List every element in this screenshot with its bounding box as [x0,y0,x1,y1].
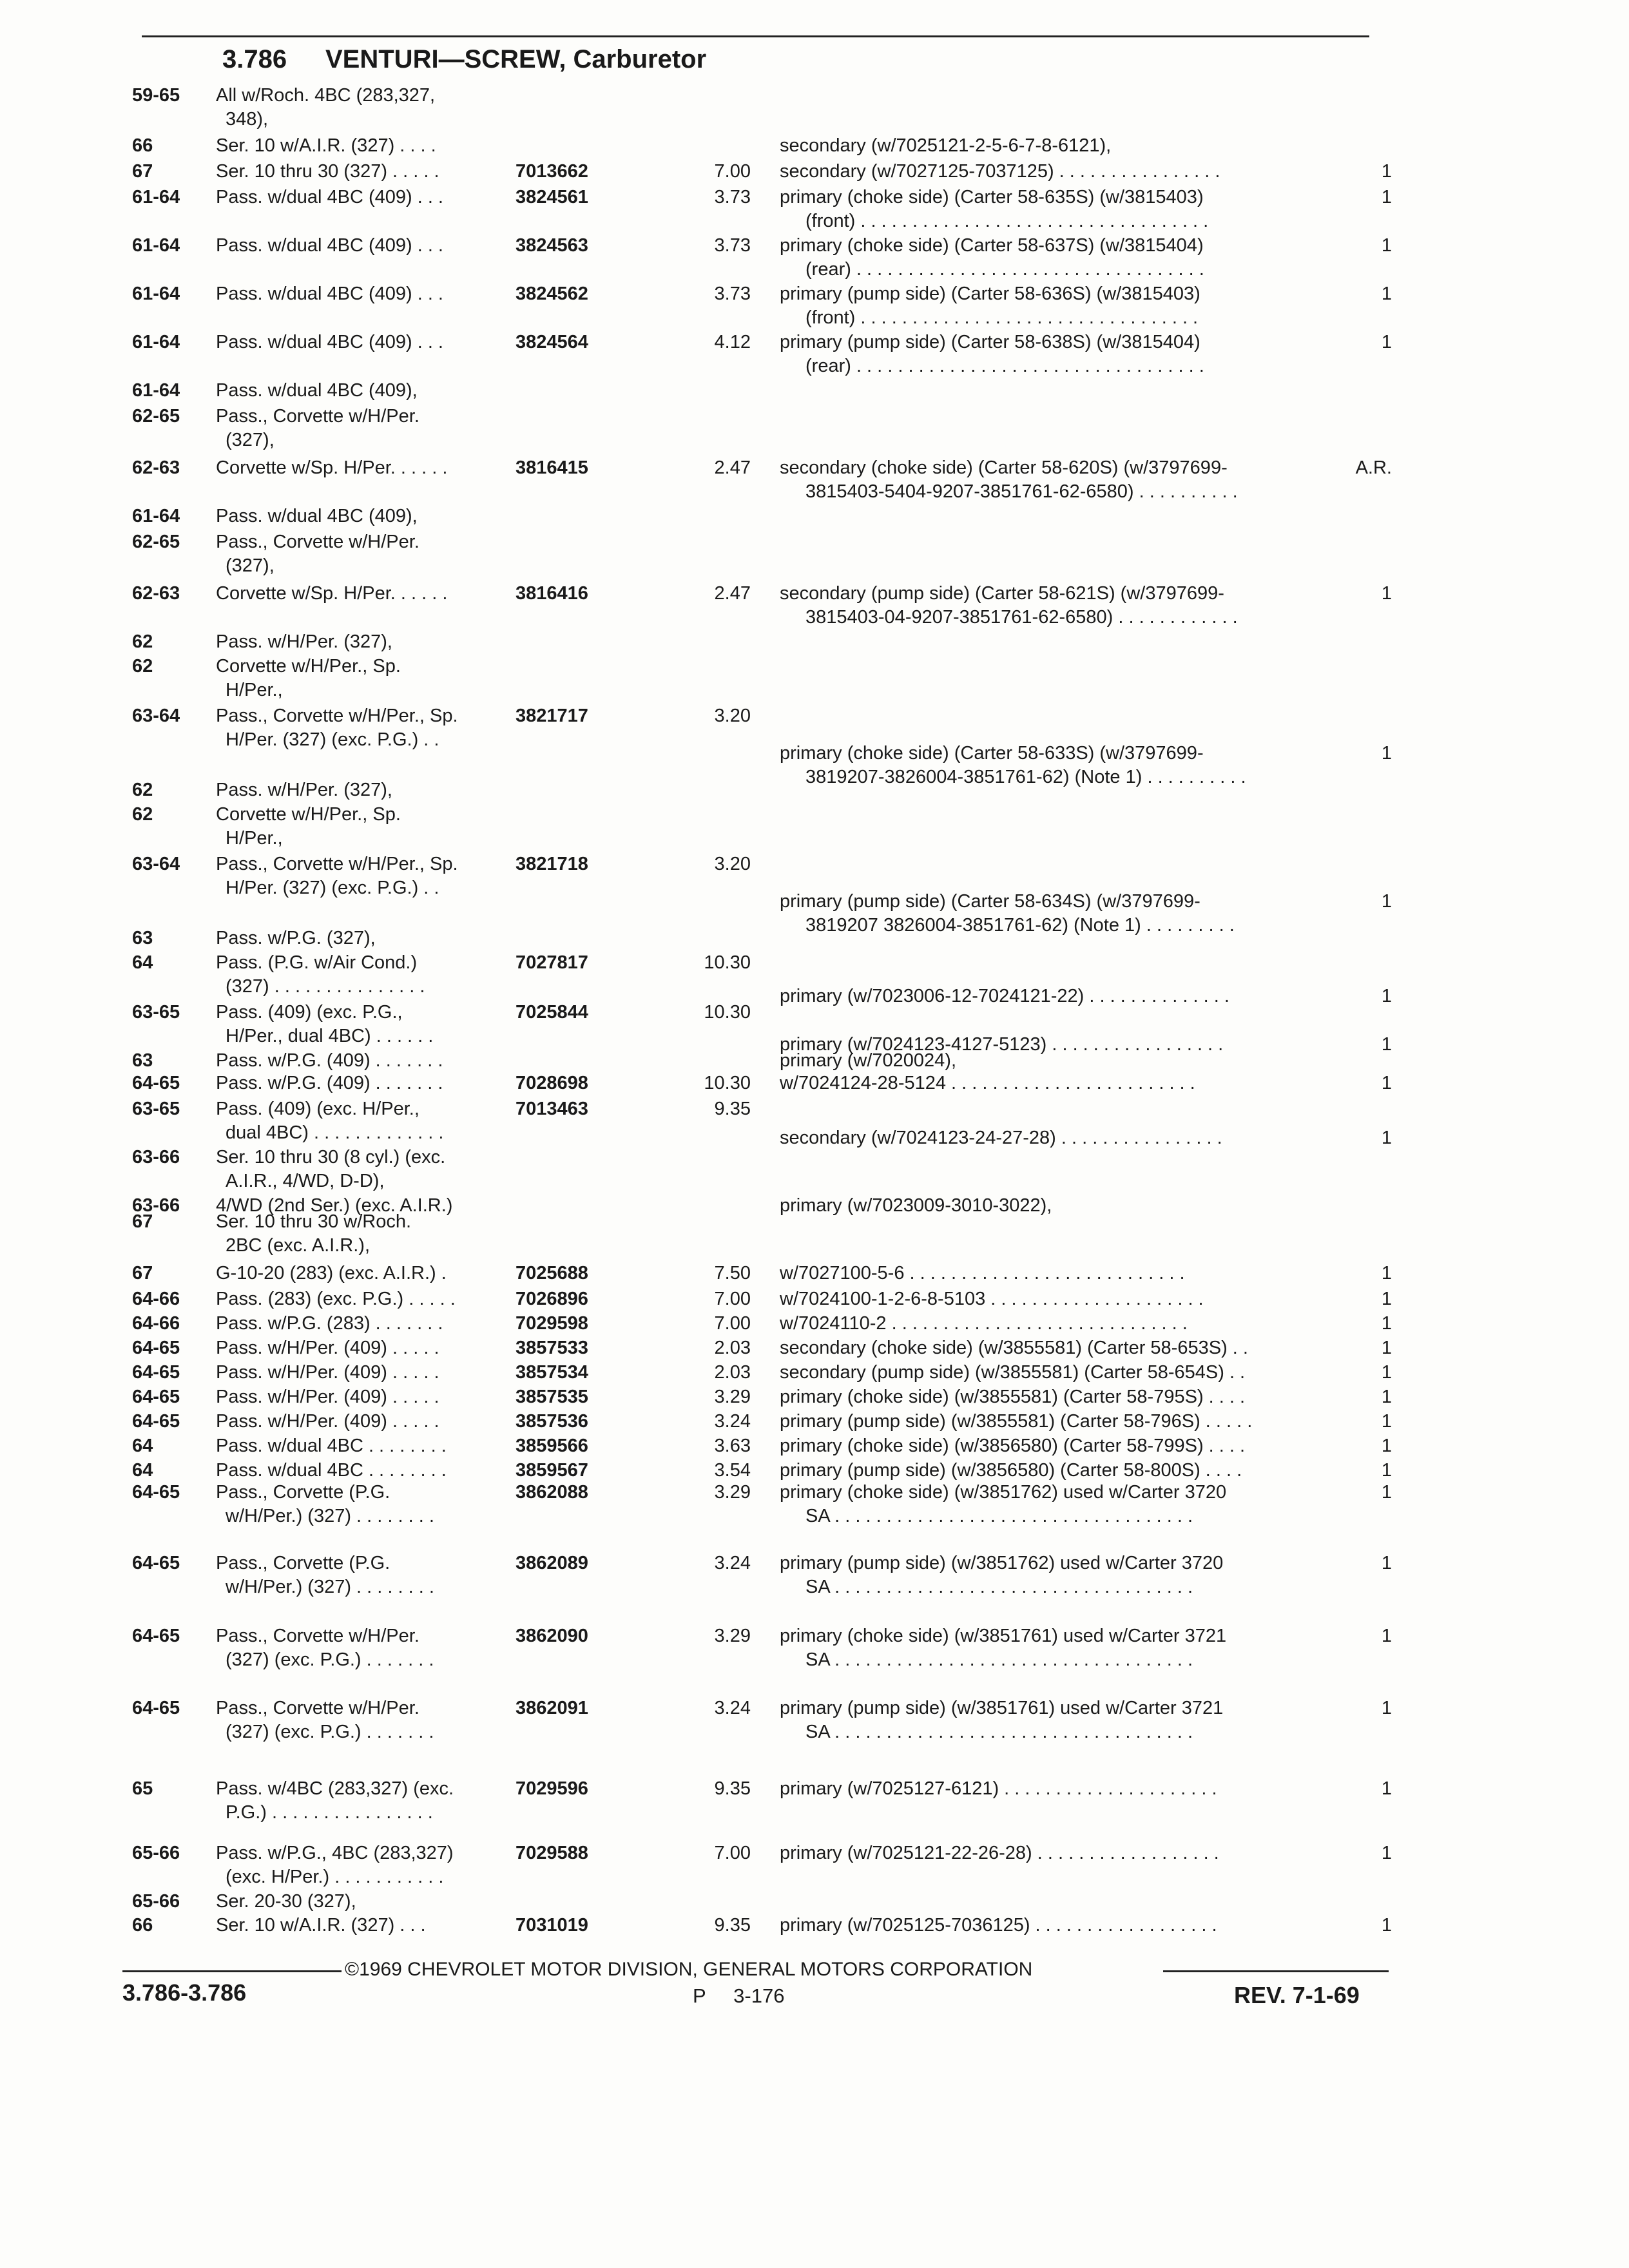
application-cont: dual 4BC) . . . . . . . . . . . . . [226,1122,444,1143]
application-cont: (327) (exc. P.G.) . . . . . . . [226,1649,434,1670]
description: primary (w/7024123-4127-5123) . . . . . . . . . . . . . . . . . [780,1034,1224,1055]
year: 59-65 [132,85,180,106]
application-cont: H/Per., [226,680,283,700]
price: 3.73 [714,235,751,256]
year: 63-64 [132,706,180,726]
description: secondary (pump side) (Carter 58-621S) (w/3797699- [780,583,1224,604]
quantity: 1 [1381,1034,1392,1055]
year: 64 [132,1460,153,1481]
year: 64-65 [132,1362,180,1383]
price: 3.54 [714,1460,751,1481]
application: Ser. 10 thru 30 w/Roch. [216,1211,412,1232]
application-cont: P.G.) . . . . . . . . . . . . . . . . [226,1802,433,1823]
application: Corvette w/H/Per., Sp. [216,804,401,825]
part-number: 3824564 [516,332,588,352]
application: Ser. 10 thru 30 (8 cyl.) (exc. [216,1147,446,1168]
year: 64-66 [132,1289,180,1309]
footer-revision: REV. 7-1-69 [1234,1982,1360,2008]
description-cont: (rear) . . . . . . . . . . . . . . . . . . . . . . . . . . . . . . . . . . [805,259,1204,280]
price: 3.63 [714,1436,751,1456]
description-cont: 3815403-04-9207-3851761-62-6580) . . . . . . . . . . . . [805,607,1238,628]
year: 62-63 [132,457,180,478]
description: primary (choke side) (w/3851761) used w/Carter 3721 [780,1626,1227,1646]
year: 62 [132,804,153,825]
price: 3.29 [714,1626,751,1646]
quantity: 1 [1381,1411,1392,1432]
description: secondary (w/7025121-2-5-6-7-8-6121), [780,135,1112,156]
quantity: 1 [1381,1553,1392,1573]
application: Corvette w/Sp. H/Per. . . . . . [216,457,448,478]
application-cont: w/H/Per.) (327) . . . . . . . . [226,1506,434,1526]
year: 62-63 [132,583,180,604]
description: primary (pump side) (Carter 58-638S) (w/3815404) [780,332,1200,352]
part-number: 3862090 [516,1626,588,1646]
application-cont: (327), [226,555,275,576]
year: 63-65 [132,1002,180,1023]
part-number: 3857536 [516,1411,588,1432]
price: 10.30 [704,1073,751,1093]
price: 7.00 [714,161,751,182]
year: 63-65 [132,1099,180,1119]
quantity: 1 [1381,187,1392,207]
application-cont: (327), [226,430,275,450]
application: Pass. w/dual 4BC (409), [216,380,418,401]
quantity: 1 [1381,986,1392,1006]
description: primary (w/7025127-6121) . . . . . . . . . . . . . . . . . . . . . [780,1778,1217,1799]
year: 65 [132,1778,153,1799]
description: primary (w/7023009-3010-3022), [780,1195,1052,1216]
description: primary (pump side) (Carter 58-636S) (w/3815403) [780,284,1200,304]
application: Pass., Corvette (P.G. [216,1553,390,1573]
price: 2.47 [714,457,751,478]
description: w/7024110-2 . . . . . . . . . . . . . . . . . . . . . . . . . . . . . [780,1313,1188,1334]
description: primary (w/7025121-22-26-28) . . . . . . . . . . . . . . . . . . [780,1843,1219,1863]
application: Pass., Corvette w/H/Per. [216,1626,419,1646]
part-number: 7029596 [516,1778,588,1799]
application-cont: 348), [226,109,269,130]
part-number: 3859567 [516,1460,588,1481]
part-number: 3824562 [516,284,588,304]
part-number: 3816416 [516,583,588,604]
application: Ser. 10 w/A.I.R. (327) . . . . [216,135,436,156]
price: 3.29 [714,1387,751,1407]
description: primary (w/7023006-12-7024121-22) . . . . . . . . . . . . . . [780,986,1229,1006]
price: 7.00 [714,1313,751,1334]
quantity: 1 [1381,1460,1392,1481]
year: 62 [132,780,153,800]
section-number: 3.786 [222,45,287,73]
quantity: 1 [1381,743,1392,764]
part-number: 7027817 [516,952,588,973]
part-number: 3857533 [516,1338,588,1358]
year: 64-65 [132,1482,180,1503]
application: Pass. w/dual 4BC . . . . . . . . [216,1436,447,1456]
application: Pass. w/dual 4BC (409) . . . [216,235,443,256]
application: Pass. w/dual 4BC (409) . . . [216,284,443,304]
application-cont: 2BC (exc. A.I.R.), [226,1235,370,1256]
price: 7.00 [714,1843,751,1863]
part-number: 7013463 [516,1099,588,1119]
description: secondary (choke side) (Carter 58-620S) (w/3797699- [780,457,1228,478]
quantity: 1 [1381,1482,1392,1503]
year: 67 [132,161,153,182]
part-number: 3821718 [516,854,588,874]
year: 63 [132,1050,153,1071]
year: 63-64 [132,854,180,874]
year: 67 [132,1263,153,1283]
description-cont: 3819207 3826004-3851761-62) (Note 1) . . . . . . . . . [805,915,1235,936]
price: 3.29 [714,1482,751,1503]
description: primary (pump side) (w/3851762) used w/Carter 3720 [780,1553,1224,1573]
application: Pass., Corvette w/H/Per. [216,1698,419,1718]
part-number: 3821717 [516,706,588,726]
year: 64 [132,952,153,973]
description: secondary (pump side) (w/3855581) (Carter 58-654S) . . [780,1362,1246,1383]
application: Corvette w/H/Per., Sp. [216,656,401,677]
description-cont: SA . . . . . . . . . . . . . . . . . . . . . . . . . . . . . . . . . . . [805,1577,1193,1597]
price: 3.24 [714,1698,751,1718]
part-number: 7029588 [516,1843,588,1863]
quantity: 1 [1381,161,1392,182]
part-number: 7026896 [516,1289,588,1309]
part-number: 3862089 [516,1553,588,1573]
application: Pass. w/H/Per. (409) . . . . . [216,1362,439,1383]
part-number: 3857534 [516,1362,588,1383]
part-number: 3862088 [516,1482,588,1503]
quantity: 1 [1381,235,1392,256]
application: Pass. w/P.G. (409) . . . . . . . [216,1073,443,1093]
application: All w/Roch. 4BC (283,327, [216,85,436,106]
application: Pass., Corvette w/H/Per. [216,532,419,552]
year: 62 [132,631,153,652]
part-number: 3824561 [516,187,588,207]
description: primary (choke side) (Carter 58-635S) (w/3815403) [780,187,1204,207]
description: primary (pump side) (Carter 58-634S) (w/3797699- [780,891,1200,912]
part-number: 3816415 [516,457,588,478]
year: 63 [132,928,153,948]
price: 10.30 [704,952,751,973]
description: primary (pump side) (w/3856580) (Carter 58-800S) . . . . [780,1460,1242,1481]
description-cont: (front) . . . . . . . . . . . . . . . . . . . . . . . . . . . . . . . . . . [805,211,1209,231]
footer-section-range: 3.786-3.786 [122,1979,247,2006]
part-number: 7031019 [516,1915,588,1936]
year: 64-66 [132,1313,180,1334]
application: 4/WD (2nd Ser.) (exc. A.I.R.) [216,1195,453,1216]
part-number: 7028698 [516,1073,588,1093]
application: Ser. 10 w/A.I.R. (327) . . . [216,1915,426,1936]
year: 64-65 [132,1387,180,1407]
price: 2.03 [714,1338,751,1358]
year: 64-65 [132,1698,180,1718]
year: 62-65 [132,406,180,427]
application-cont: (exc. H/Per.) . . . . . . . . . . . [226,1867,444,1887]
application: Pass., Corvette (P.G. [216,1482,390,1503]
year: 61-64 [132,284,180,304]
quantity: 1 [1381,1338,1392,1358]
year: 61-64 [132,187,180,207]
application: Pass., Corvette w/H/Per., Sp. [216,854,458,874]
application: Pass. w/P.G. (327), [216,928,376,948]
price: 3.73 [714,284,751,304]
quantity: 1 [1381,1313,1392,1334]
description-cont: (front) . . . . . . . . . . . . . . . . . . . . . . . . . . . . . . . . . [805,307,1199,328]
description-cont: 3819207-3826004-3851761-62) (Note 1) . . . . . . . . . . [805,767,1246,787]
description: primary (pump side) (w/3851761) used w/Carter 3721 [780,1698,1224,1718]
application-cont: A.I.R., 4/WD, D-D), [226,1171,385,1191]
application: G-10-20 (283) (exc. A.I.R.) . [216,1263,447,1283]
application: Pass., Corvette w/H/Per., Sp. [216,706,458,726]
quantity: 1 [1381,1128,1392,1148]
description: primary (pump side) (w/3855581) (Carter 58-796S) . . . . . [780,1411,1253,1432]
part-number: 7025688 [516,1263,588,1283]
description: w/7024124-28-5124 . . . . . . . . . . . . . . . . . . . . . . . . [780,1073,1195,1093]
description-cont: SA . . . . . . . . . . . . . . . . . . . . . . . . . . . . . . . . . . . [805,1506,1193,1526]
year: 63-66 [132,1195,180,1216]
year: 66 [132,135,153,156]
year: 61-64 [132,380,180,401]
application-cont: H/Per. (327) (exc. P.G.) . . [226,729,439,750]
application: Pass. w/dual 4BC (409) . . . [216,332,443,352]
application: Pass. w/H/Per. (327), [216,780,392,800]
quantity: 1 [1381,1263,1392,1283]
description-cont: SA . . . . . . . . . . . . . . . . . . . . . . . . . . . . . . . . . . . [805,1649,1193,1670]
application: Pass. w/dual 4BC . . . . . . . . [216,1460,447,1481]
price: 3.20 [714,854,751,874]
description: secondary (w/7024123-24-27-28) . . . . . . . . . . . . . . . . [780,1128,1222,1148]
price: 3.24 [714,1411,751,1432]
price: 3.24 [714,1553,751,1573]
application: Pass. w/dual 4BC (409) . . . [216,187,443,207]
application: Pass. w/P.G. (409) . . . . . . . [216,1050,443,1071]
quantity: 1 [1381,1387,1392,1407]
description: primary (w/7020024), [780,1050,956,1071]
application-cont: H/Per. (327) (exc. P.G.) . . [226,878,439,898]
year: 66 [132,1915,153,1936]
description: primary (choke side) (Carter 58-633S) (w/3797699- [780,743,1204,764]
year: 61-64 [132,235,180,256]
description: secondary (w/7027125-7037125) . . . . . . . . . . . . . . . . [780,161,1220,182]
description: w/7027100-5-6 . . . . . . . . . . . . . . . . . . . . . . . . . . . [780,1263,1185,1283]
quantity: 1 [1381,1289,1392,1309]
application-cont: (327) . . . . . . . . . . . . . . . [226,976,425,997]
part-number: 7013662 [516,161,588,182]
application: Ser. 20-30 (327), [216,1891,356,1912]
application: Pass. w/dual 4BC (409), [216,506,418,526]
quantity: 1 [1381,284,1392,304]
part-number: 3857535 [516,1387,588,1407]
application-cont: H/Per., [226,828,283,849]
year: 63-66 [132,1147,180,1168]
part-number: 3824563 [516,235,588,256]
year: 64-65 [132,1411,180,1432]
section-title: VENTURI—SCREW, Carburetor [325,45,707,73]
description-cont: SA . . . . . . . . . . . . . . . . . . . . . . . . . . . . . . . . . . . [805,1722,1193,1742]
application: Ser. 10 thru 30 (327) . . . . . [216,161,439,182]
description: primary (w/7025125-7036125) . . . . . . . . . . . . . . . . . . [780,1915,1217,1936]
price: 3.20 [714,706,751,726]
year: 65-66 [132,1843,180,1863]
application: Pass. w/H/Per. (409) . . . . . [216,1411,439,1432]
footer-page-number: P 3-176 [693,1984,785,2007]
application-cont: H/Per., dual 4BC) . . . . . . [226,1026,434,1046]
part-number: 7025844 [516,1002,588,1023]
application: Pass. (283) (exc. P.G.) . . . . . [216,1289,456,1309]
part-number: 3862091 [516,1698,588,1718]
quantity: 1 [1381,1436,1392,1456]
quantity: 1 [1381,1778,1392,1799]
application: Pass. w/4BC (283,327) (exc. [216,1778,454,1799]
price: 9.35 [714,1778,751,1799]
year: 64-65 [132,1073,180,1093]
year: 61-64 [132,332,180,352]
year: 64-65 [132,1338,180,1358]
price: 4.12 [714,332,751,352]
price: 3.73 [714,187,751,207]
description: primary (choke side) (Carter 58-637S) (w/3815404) [780,235,1204,256]
application: Pass., Corvette w/H/Per. [216,406,419,427]
description: primary (choke side) (w/3856580) (Carter 58-799S) . . . . [780,1436,1246,1456]
price: 2.03 [714,1362,751,1383]
year: 62 [132,656,153,677]
year: 64-65 [132,1553,180,1573]
quantity: A.R. [1355,457,1392,478]
description: w/7024100-1-2-6-8-5103 . . . . . . . . . . . . . . . . . . . . . [780,1289,1204,1309]
part-number: 7029598 [516,1313,588,1334]
application: Pass. (P.G. w/Air Cond.) [216,952,418,973]
description: primary (choke side) (w/3855581) (Carter 58-795S) . . . . [780,1387,1246,1407]
description: primary (choke side) (w/3851762) used w/Carter 3720 [780,1482,1227,1503]
application-cont: w/H/Per.) (327) . . . . . . . . [226,1577,434,1597]
description: secondary (choke side) (w/3855581) (Carter 58-653S) . . [780,1338,1248,1358]
quantity: 1 [1381,1626,1392,1646]
year: 65-66 [132,1891,180,1912]
application: Pass. w/H/Per. (409) . . . . . [216,1338,439,1358]
price: 7.00 [714,1289,751,1309]
application: Pass. (409) (exc. H/Per., [216,1099,419,1119]
quantity: 1 [1381,1073,1392,1093]
part-number: 3859566 [516,1436,588,1456]
price: 10.30 [704,1002,751,1023]
application: Pass. w/H/Per. (327), [216,631,392,652]
description-cont: 3815403-5404-9207-3851761-62-6580) . . . . . . . . . . [805,481,1238,502]
quantity: 1 [1381,332,1392,352]
application-cont: (327) (exc. P.G.) . . . . . . . [226,1722,434,1742]
year: 64-65 [132,1626,180,1646]
application: Corvette w/Sp. H/Per. . . . . . [216,583,448,604]
quantity: 1 [1381,891,1392,912]
year: 61-64 [132,506,180,526]
price: 2.47 [714,583,751,604]
footer-rule-left [122,1970,342,1972]
price: 9.35 [714,1099,751,1119]
top-rule [142,35,1369,37]
application: Pass. w/P.G., 4BC (283,327) [216,1843,454,1863]
year: 64 [132,1436,153,1456]
footer-copyright: ©1969 CHEVROLET MOTOR DIVISION, GENERAL MOTORS CORPORATION [345,1959,1033,1980]
year: 67 [132,1211,153,1232]
quantity: 1 [1381,1843,1392,1863]
quantity: 1 [1381,583,1392,604]
price: 7.50 [714,1263,751,1283]
description-cont: (rear) . . . . . . . . . . . . . . . . . . . . . . . . . . . . . . . . . . [805,356,1204,376]
application: Pass. w/H/Per. (409) . . . . . [216,1387,439,1407]
price: 9.35 [714,1915,751,1936]
quantity: 1 [1381,1915,1392,1936]
application: Pass. w/P.G. (283) . . . . . . . [216,1313,443,1334]
quantity: 1 [1381,1362,1392,1383]
application: Pass. (409) (exc. P.G., [216,1002,403,1023]
footer-rule-right [1163,1970,1389,1972]
year: 62-65 [132,532,180,552]
quantity: 1 [1381,1698,1392,1718]
